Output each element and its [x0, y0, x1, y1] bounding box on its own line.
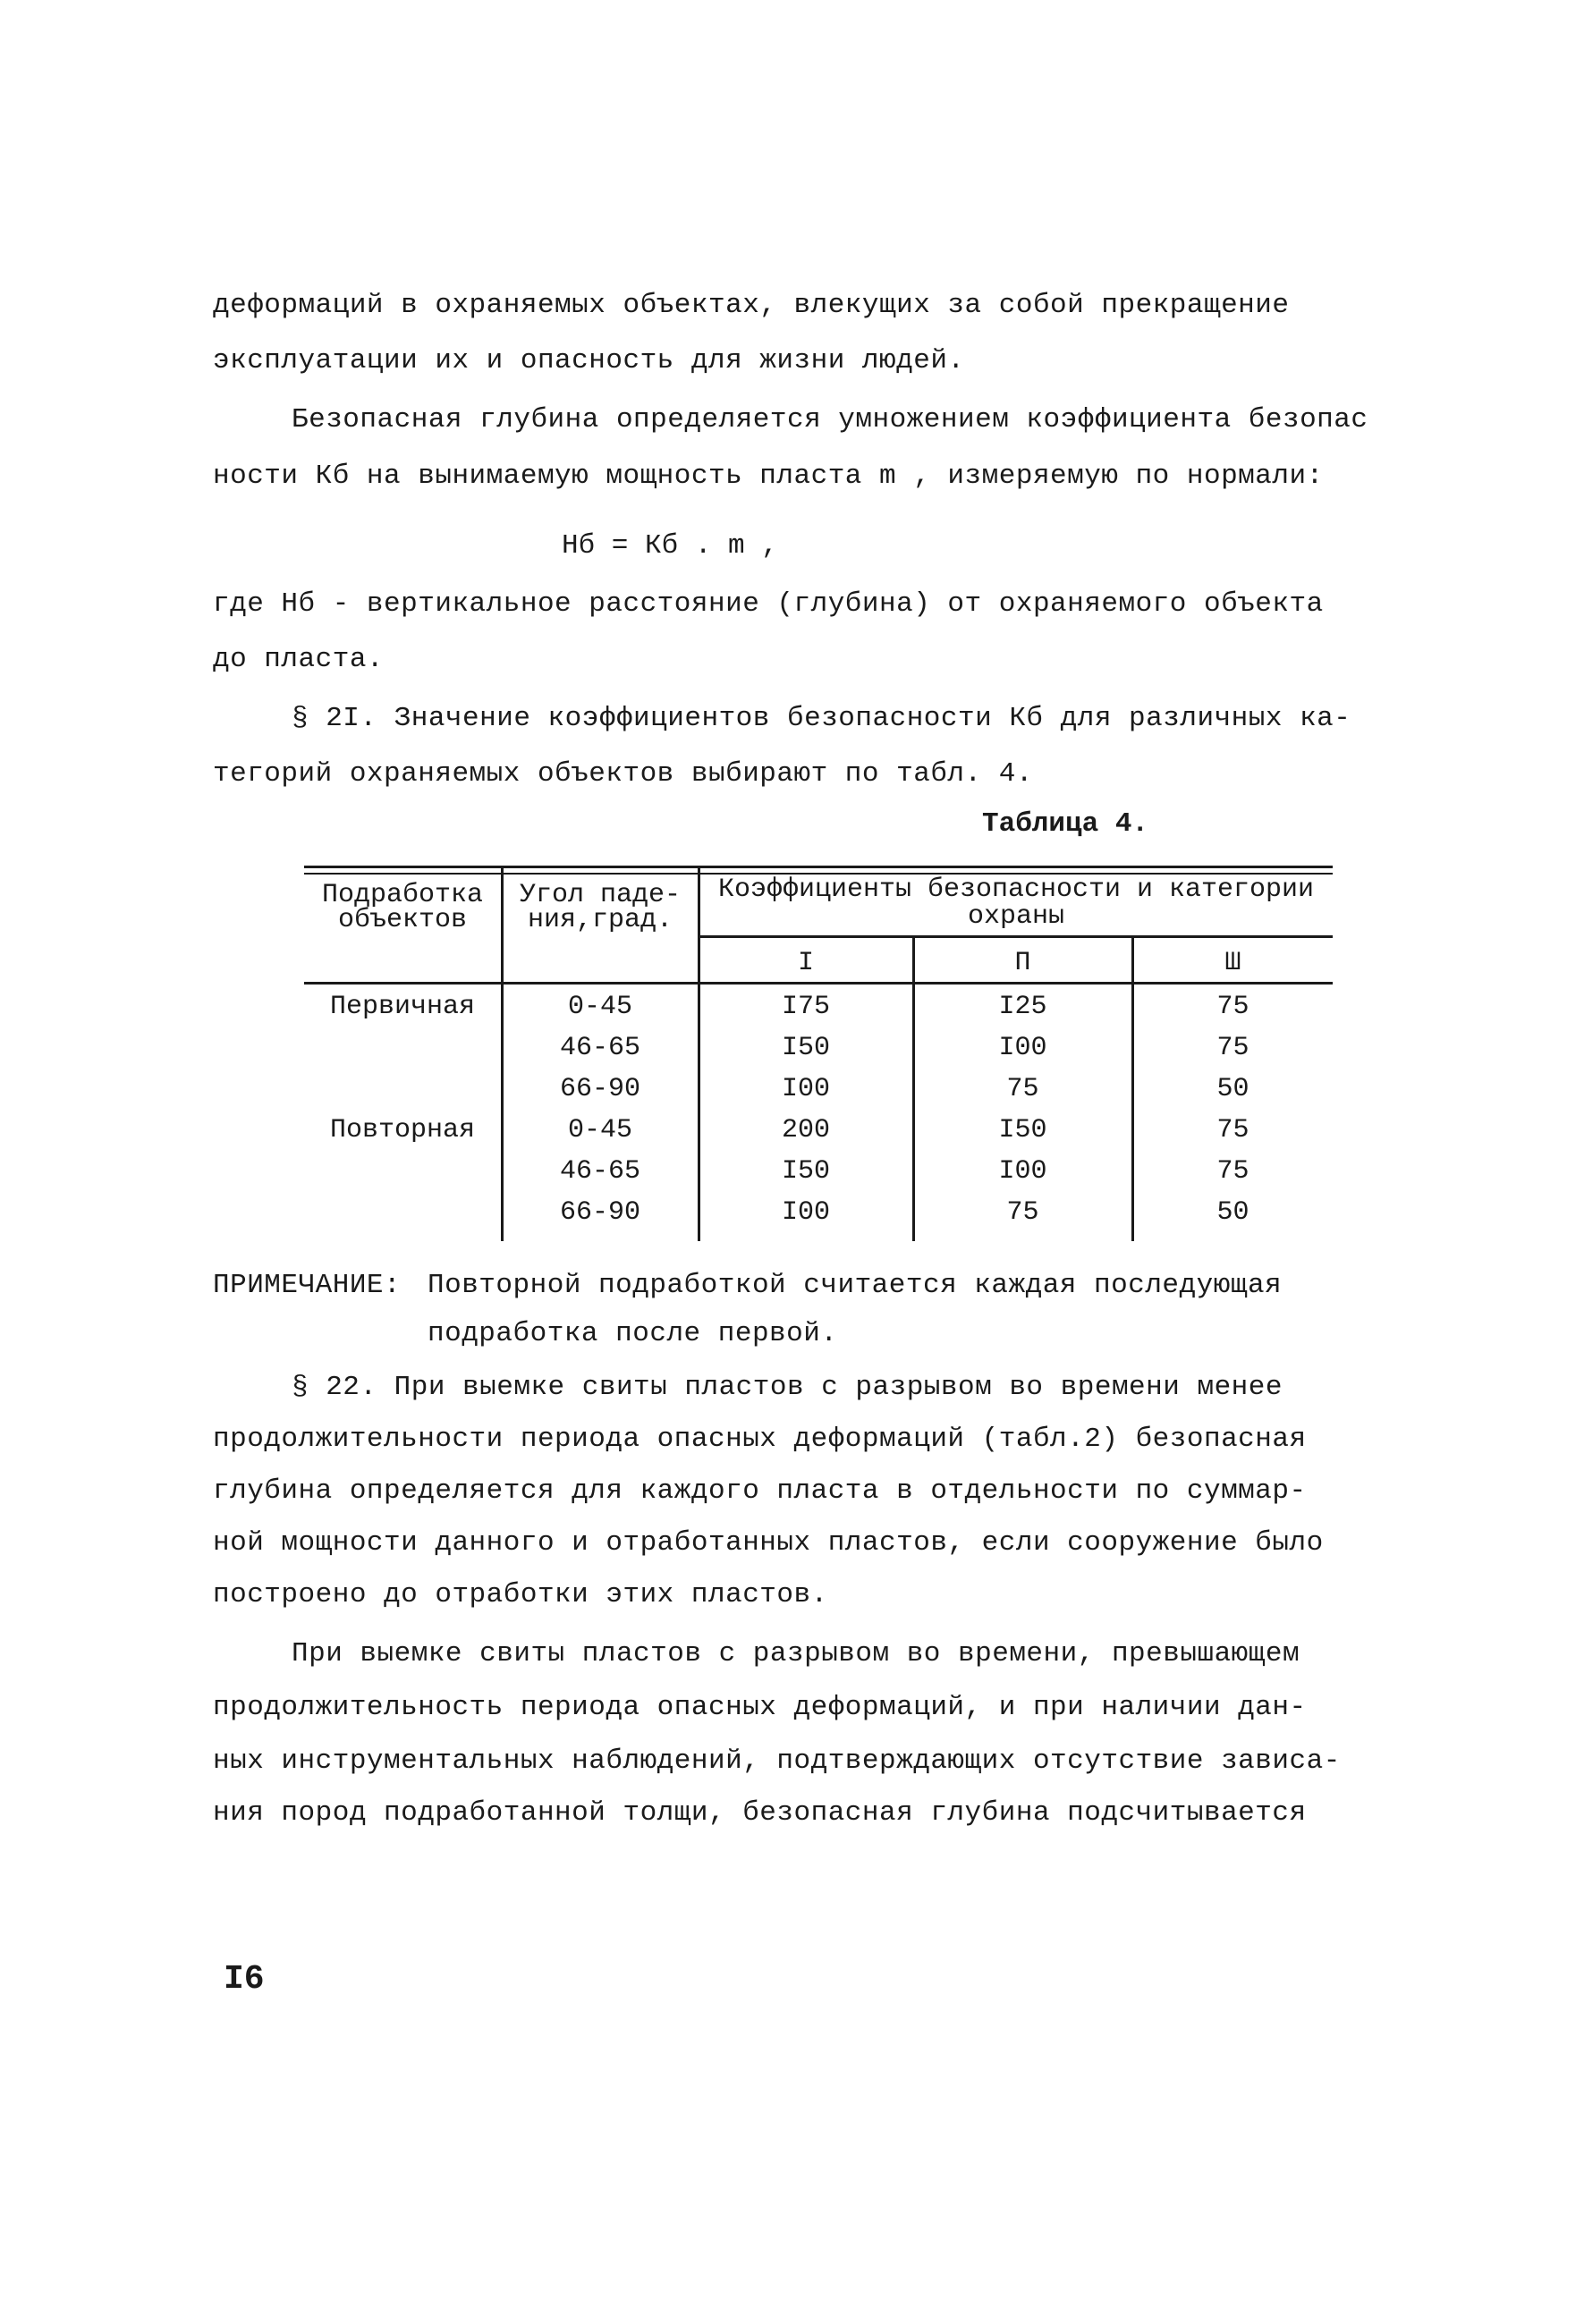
paragraph5-line1: § 22. При выемке свиты пластов с разрывом во времени менее — [292, 1372, 1283, 1403]
table-row: 0-45 — [567, 1115, 632, 1145]
table-row: 0-45 — [567, 992, 632, 1022]
table-cell: 75 — [1006, 1074, 1039, 1104]
table-cell: 75 — [1006, 1197, 1039, 1228]
group-header-line2: охраны — [967, 901, 1065, 932]
table-cell: I50 — [781, 1156, 830, 1187]
table-cell: 50 — [1216, 1074, 1249, 1104]
paragraph2-line1: Безопасная глубина определяется умножением коэффициента безопас — [292, 404, 1368, 435]
table-cell: 75 — [1216, 1033, 1249, 1063]
paragraph6-line4: ния пород подработанной толщи, безопасная глубина подсчитывается — [213, 1797, 1307, 1829]
paragraph1-line2: эксплуатации их и опасность для жизни людей. — [213, 345, 965, 376]
header-bottom-rule — [304, 982, 1333, 985]
note-line1: Повторной подработкой считается каждая последующая — [428, 1270, 1283, 1301]
table-cell: I75 — [781, 992, 830, 1022]
table-cell: 50 — [1216, 1197, 1249, 1228]
table-cell: 75 — [1216, 1115, 1249, 1145]
paragraph5-line5: построено до отработки этих пластов. — [213, 1579, 828, 1610]
paragraph6-line2: продолжительность периода опасных деформаций, и при наличии дан- — [213, 1692, 1307, 1723]
table-cell: I00 — [998, 1156, 1047, 1187]
paragraph5-line4: ной мощности данного и отработанных пластов, если сооружение было — [213, 1527, 1324, 1559]
category-header-3: Ш — [1224, 948, 1241, 978]
col2-header-line2: ния,град. — [527, 905, 673, 935]
col2-header-line1: Угол паде- — [519, 880, 682, 910]
table-row: 66-90 — [559, 1074, 640, 1104]
table-cell: I50 — [781, 1033, 830, 1063]
group-header-line1: Коэффициенты безопасности и категории — [717, 875, 1315, 905]
table-cell: I25 — [998, 992, 1047, 1022]
table-row: 66-90 — [559, 1197, 640, 1228]
note-line2: подработка после первой. — [428, 1318, 838, 1349]
page-number: I6 — [224, 1960, 265, 1999]
table-row: 46-65 — [559, 1156, 640, 1187]
paragraph2-line2: ности Кб на вынимаемую мощность пласта m , измеряемую по нормали: — [213, 461, 1324, 492]
table-top-rule — [304, 866, 1333, 868]
formula: Нб = Кб . m , — [562, 530, 778, 562]
col1-header-line1: Подработка — [321, 880, 484, 910]
paragraph6-line1: При выемке свиты пластов с разрывом во времени, превышающем — [292, 1638, 1300, 1669]
paragraph4-line2: тегорий охраняемых объектов выбирают по табл. 4. — [213, 758, 1033, 790]
paragraph5-line3: глубина определяется для каждого пласта в отдельности по суммар- — [213, 1475, 1307, 1507]
table-cell: I00 — [781, 1197, 830, 1228]
paragraph1-line1: деформаций в охраняемых объектах, влекущих за собой прекращение — [213, 290, 1290, 321]
table-row: 46-65 — [559, 1033, 640, 1063]
table-cell: 200 — [781, 1115, 830, 1145]
group-label-primary: Первичная — [329, 992, 476, 1022]
table-cell: I00 — [781, 1074, 830, 1104]
note-label: ПРИМЕЧАНИЕ: — [213, 1270, 402, 1301]
table-cell: I50 — [998, 1115, 1047, 1145]
col1-header-line2: объектов — [337, 905, 468, 935]
group-label-repeated: Повторная — [329, 1115, 476, 1145]
category-header-1: I — [797, 948, 814, 978]
table-cell: 75 — [1216, 992, 1249, 1022]
paragraph3-line2: до пласта. — [213, 644, 385, 675]
paragraph5-line2: продолжительности периода опасных деформаций (табл.2) безопасная — [213, 1424, 1307, 1455]
coefficients-table — [304, 866, 1333, 1241]
paragraph3-line1: где Нб - вертикальное расстояние (глубина) от охраняемого объекта — [213, 588, 1324, 620]
table-cell: I00 — [998, 1033, 1047, 1063]
paragraph6-line3: ных инструментальных наблюдений, подтверждающих отсутствие зависа- — [213, 1745, 1341, 1777]
table-caption: Таблица 4. — [982, 808, 1149, 840]
table-cell: 75 — [1216, 1156, 1249, 1187]
category-header-2: П — [1014, 948, 1031, 978]
group-header-rule — [698, 935, 1333, 938]
paragraph4-line1: § 2I. Значение коэффициентов безопасности Кб для различных ка- — [292, 703, 1351, 734]
